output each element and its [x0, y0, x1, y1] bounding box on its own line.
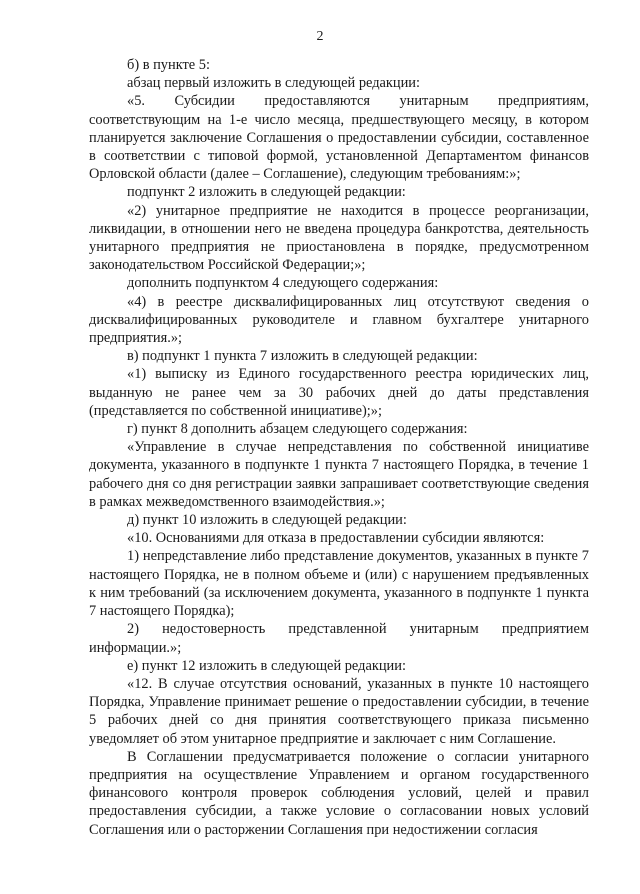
paragraph-sub2-intro: подпункт 2 изложить в следующей редакции: — [127, 184, 406, 201]
document-body — [89, 56, 589, 839]
paragraph-sub4-intro: дополнить подпунктом 4 следующего содержания: — [127, 275, 439, 292]
paragraph-g: г) пункт 8 дополнить абзацем следующего содержания: — [127, 421, 468, 438]
paragraph-item5: «5. Субсидии предоставляются унитарным предприятиям, соответствующим на 1-е число месяца, предшествующего месяцу, в котором планируется заключение Соглашения о предоставлении субсидии, составленное в соответствии с типовой формой, установленной Департаментом финансов Орловской области (далее – Соглашение), следующим требованиям:»; — [89, 93, 589, 183]
paragraph-agreement: В Соглашении предусматривается положение о согласии унитарного предприятия на осуществление Управлением и органом государственного финансового контроля проверок соблюдения условий, целей и правил предоставления субсидии, а также условие о согласовании новых условий Соглашения или о расторжении Соглашения при недостижении согласия — [89, 748, 589, 838]
paragraph-item7-sub1: «1) выписку из Единого государственного реестра юридических лиц, выданную не ранее чем за 30 рабочих дней до даты представления (представляется по собственной инициативе);»; — [89, 366, 589, 419]
paragraph-item10: «10. Основаниями для отказа в предоставлении субсидии являются: — [127, 530, 545, 547]
paragraph-d: д) пункт 10 изложить в следующей редакции: — [127, 512, 407, 529]
paragraph-e: е) пункт 12 изложить в следующей редакции: — [127, 657, 406, 674]
paragraph-item8: «Управление в случае непредставления по собственной инициативе документа, указанного в подпункте 1 пункта 7 настоящего Порядка, в течение 1 рабочего дня со дня регистрации заявки запрашивает соответствующие сведения в рамках межведомственного взаимодействия.»; — [89, 439, 589, 510]
paragraph-sub2: «2) унитарное предприятие не находится в процессе реорганизации, ликвидации, в отношении него не введена процедура банкротства, деятельность унитарного предприятия не приостановлена в порядке, предусмотренном законодательством Российской Федерации;»; — [89, 202, 589, 274]
page-number: 2 — [316, 29, 324, 44]
paragraph-item10-sub2: 2) недостоверность представленной унитарным предприятием информации.»; — [89, 621, 589, 656]
paragraph-v: в) подпункт 1 пункта 7 изложить в следующей редакции: — [127, 348, 478, 365]
paragraph-item10-sub1: 1) непредставление либо представление документов, указанных в пункте 7 настоящего Порядка, не в полном объеме и (или) с нарушением предъявленных к ним требований (за исключением документа, указанного в подпункте 1 пункта 7 настоящего Порядка); — [89, 548, 589, 620]
paragraph-b-intro: абзац первый изложить в следующей редакции: — [127, 75, 421, 92]
paragraph-sub4: «4) в реестре дисквалифицированных лиц отсутствуют сведения о дисквалифицированных руководителе и главном бухгалтере унитарного предприятия.»; — [89, 293, 589, 347]
paragraph-b: б) в пункте 5: — [127, 57, 210, 73]
paragraph-item12: «12. В случае отсутствия оснований, указанных в пункте 10 настоящего Порядка, Управление принимает решение о предоставлении субсидии, в течение 5 рабочих дней со дня принятия соответствующего приказа письменно уведомляет об этом унитарное предприятие и заключает с ним Соглашение. — [89, 675, 589, 747]
